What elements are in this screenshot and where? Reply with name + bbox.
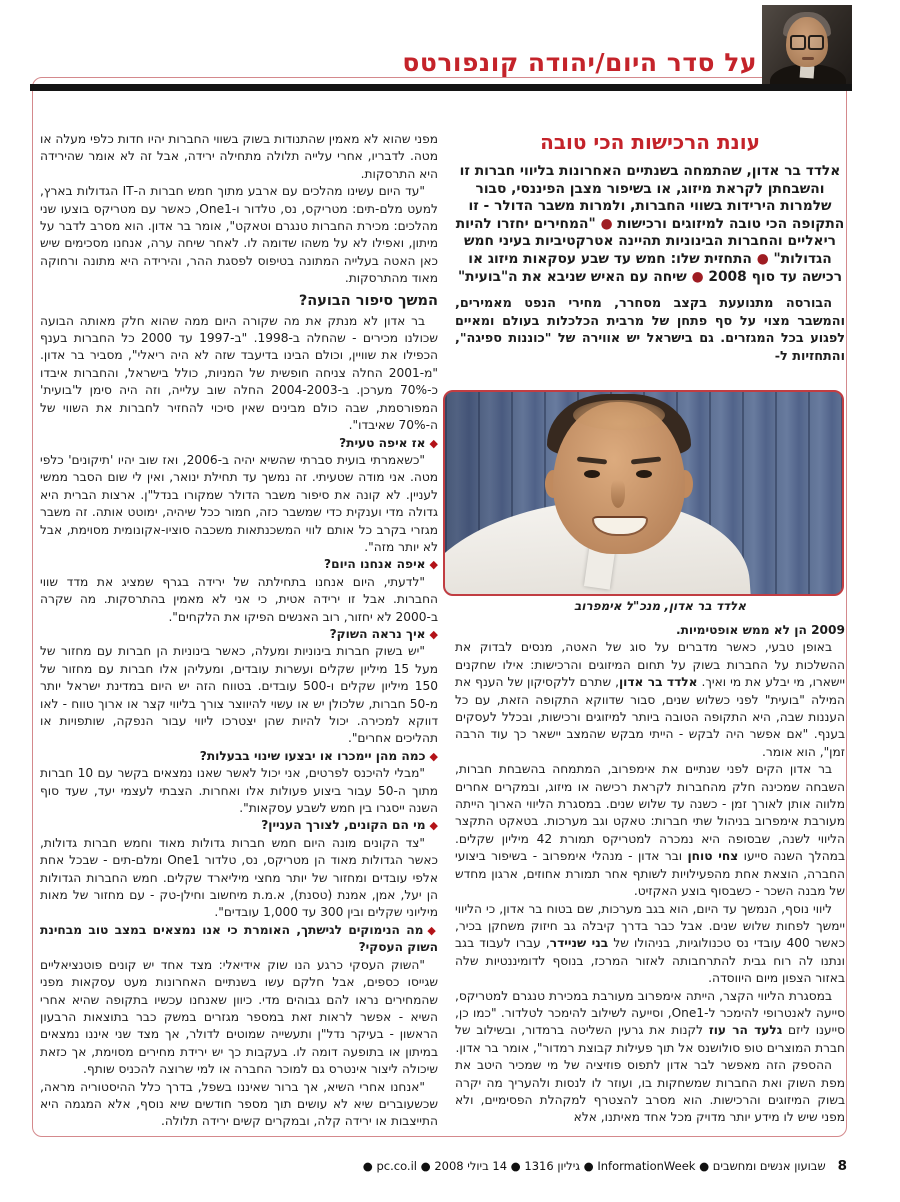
diamond-bullet-icon: ◆ (429, 558, 438, 572)
interview-question (40, 435, 438, 452)
paragraph (455, 1057, 845, 1127)
text-run: המשך סיפור הבועה? (298, 292, 438, 309)
page-number: 8 (837, 1158, 847, 1174)
text-run: 2009 הן לא ממש אופטימיות. (675, 623, 845, 637)
paragraph (455, 639, 845, 761)
paragraph (40, 452, 438, 556)
article-body-right-column (455, 622, 845, 1130)
diamond-bullet-icon: ◆ (429, 749, 438, 763)
footer-text: שבועון אנשים ומחשבים ● InformationWeek ● גיליון 1316 ● 14 ביולי 2008 ● pc.co.il ● (362, 1159, 826, 1173)
text-run: באופן טבעי, כאשר מדברים על סוג של האטה, מנסים לבדוק את ההשלכות על החברות בשוק על תחום המיזוגים והרכישות: אילו שחקנים יישארו, מי יבלע את מי ואיך. (455, 640, 845, 690)
text-run: איך נראה השוק? (329, 626, 426, 641)
interviewee-eye (584, 470, 600, 478)
paragraph (40, 1079, 438, 1131)
text-run: לקנות את גרעין השליטה ברמדור, ובשילוב של חברת המוצרים טופ סולושנס אל תוך פעילות קבוצת רמדור", אומר בר אדון. (455, 1023, 845, 1055)
diamond-bullet-icon: ◆ (427, 923, 438, 937)
column-header-title: על סדר היום/יהודה קונפורטס (402, 48, 757, 77)
interviewee-eye (636, 470, 652, 478)
paragraph (40, 131, 438, 183)
text-run: אז איפה טעית? (339, 435, 426, 450)
article-body-left-column (40, 131, 438, 1131)
text-run: בר אדון לא מנתק את מה שקורה היום ממה שהוא חלק מאותה הבועה שכולנו מכירים - שהחלה ב-1998. "ב-1997 עד 2000 כל החברות בענף הכפילו את שוויין, וכולם הבינו בדיעבד שזה לא היה ריאלי", מסביר בר אדון. "מ-2001 החלה צניחה חופשית של המניות, כולל בישראל, והחברות איבדו כ-70% מערכן. ב-2004-2003 החלה שוב עלייה, וזה היה סימן ל'בועית' המפורסמת, שבה כולם מבינים שאין סיכוי להחזיר לחברות את השווי של ה-70% שאיבדו". (40, 313, 438, 433)
interviewee-nose (611, 480, 625, 508)
interview-question (40, 748, 438, 765)
bullet-dot-icon: ● (600, 215, 613, 232)
text-run: במסגרת הליווי הקצר, הייתה אימפרוב מעורבת במכירת טנגרם למטריקס, סייעה לאנטרופי להימכר ל-One1, וסייעה לשילוב להימכר לטלדור. "כמו כן, סייענו ליזם (455, 988, 845, 1038)
diamond-bullet-icon: ◆ (429, 436, 438, 450)
text-run: "לדעתי, היום אנחנו בתחילתה של ירידה בגרף שמציג את מדד שווי החברות. אבל זו ירידה אטית, כי אני לא מאמין בהתרסקות. מה שקרה ב-2000 לא יחזור, רוב האנשים הפיקו את הלקחים". (40, 574, 438, 624)
paragraph (40, 313, 438, 435)
text-run: "המחירים יחזרו להיות ריאליים והחברות הבינוניות תהיינה אטרקטיביות בעיני חמש הגדולות" (455, 215, 836, 267)
article-title: עונת הרכישות הכי טובה (540, 130, 760, 154)
paragraph (455, 901, 845, 988)
text-run: גלעד הר עוז (708, 1023, 783, 1038)
article-intro: הבורסה מתנועעת בקצב מסחרר, מחירי הנפט מאמירים, והמשבר מצוי על סף פתחן של מרבית הכלכלות בעולם ומאיים לפגוע בכל המגזרים. גם בישראל יש אווירה של "כוננות ספיגה", והתחזיות ל- (455, 296, 845, 364)
text-run: ובר אדון - מנהלי אימפרוב - בשיפור ביצועי החברה, הוצאת אחת מהפעילויות לשותף אחר תמורת אחוזים, ארגון מחדש של מבנה השכר - כשבסוף בוצע האקזיט. (455, 849, 845, 899)
text-run: שיחה עם האיש שניבא את ה"בועית" (457, 268, 692, 285)
paragraph (455, 622, 845, 639)
paragraph (40, 183, 438, 287)
page-footer (363, 1158, 847, 1174)
interviewee-photo (443, 390, 844, 596)
paragraph (455, 988, 845, 1058)
bullet-dot-icon: ● (756, 250, 769, 267)
text-run: מפני שהוא לא מאמין שהתנודות בשוק בשווי החברות יהיו חדות כלפי מעלה או מטה. לדבריו, אחרי עלייה תלולה מתחילה ירידה, אבל זה לא אומר שהירידה היא התרסקות. (40, 132, 438, 181)
paragraph (40, 765, 438, 817)
text-run: בר אדון הקים לפני שנתיים את אימפרוב, המתמחה בהשבחת חברות, השבחה שמכינה חלק מהחברות לקראת רכישה או מיזוג, ובמקרים אחרים מלווה אותן לאורך זמן - כשנה עד שלוש שנים. במסגרת הליווי הארוך הייתה מעורבת אימפרוב בניהול שתי חברות: טאקט וגב מערכות. בטאקט התקצר הליווי לשנה, שבסופה היא נמכרה למטריקס תמורת 42 מיליון שקלים. במהלך השנה סייעו (455, 762, 845, 864)
text-run: "צד הקונים מונה היום חמש חברות גדולות מאוד וחמש חברות גדולות, כאשר הגדולות מאוד הן מטריקס, נס, טלדור One1 ומלם-תים - שבכל אחת אלפי עובדים ומחזור של יותר מחצי מיליארד שקלים. חמש החברות הגדולות הן יעל, אמן, אמנת (טסנת), א.מ.ת מיחשוב וחילן-טק - עם מחזור של מאות מיליוני שקלים ובין 300 עד 1,000 עובדים". (40, 835, 438, 920)
text-run: ההספק הזה מאפשר לבר אדון לתפוס פוזיציה של מי שמכיר היטב את מפת השוק ואת החברות שמשחקות בו, ועוזר לו לנסות ולהעריך מה יקרה בשוק המיזוגים והרכישות. הוא מסרב להצטרף למקהלת הפסימיים, ולא מפני שיש לו מידע יותר מדויק מכל אחד מאיתנו, אלא (455, 1058, 845, 1125)
text-run: "עד היום עשינו מהלכים עם ארבע מתוך חמש חברות ה-IT הגדולות בארץ, למעט מלם-תים: מטריקס, נס, טלדור ו-One1, כאשר עם מטריקס בוצעו שני מהלכים: מכירת החברות טנגרם וטאקט", אומר בר אדון. הוא מסרב לדבר על מיתון, ואפילו לא על משהו שדומה לו. לאחר שיחה ערה, אנחנו מסכימים שיש כאן האטה בעלייה המתונה בטיפוס לפסגת ההר, והירידה היא מתונה ורחוקה מאוד מהתרסקות. (40, 184, 438, 286)
diamond-bullet-icon: ◆ (429, 627, 438, 641)
text-run: , שתרם ללקסיקון של הענף את המילה "בועית" לפני כשלוש שנים, סבור שדווקא התקופה הזאת, עם כל העננות שבה, היא התקופה הטובה ביותר למיזוגים ורכישות, ובכלל לעסקים בענף. "אם אפשר היה לבקש - הייתי מבקש שהמצב יישאר כך עוד הרבה זמן", הוא אומר. (455, 675, 845, 759)
interview-question (40, 817, 438, 834)
photo-caption: אלדד בר אדון, מנכ"ל אימפרוב (574, 599, 746, 613)
text-run: איפה אנחנו היום? (324, 557, 426, 572)
text-run: אלדד בר אדון, שהתמחה בשנתיים האחרונות בליווי חברות זו והשבחתן לקראת מיזוג, או בשיפור מצבן הפיננסי, סבור שלמרות הירידות בשווי החברות, ולמרות משבר הדולר - זו התקופה הכי טובה למיזוגים ורכישות (459, 163, 845, 232)
bullet-dot-icon: ● (691, 268, 704, 285)
diamond-bullet-icon: ◆ (429, 819, 438, 833)
text-run: ליווי נוסף, הנמשך עד היום, הוא בגב מערכות, שם בטוח בר אדון, כי הליווי יימשך לפחות שלוש שנים. אבל כבר בדרך קיבלה גב חיזוק משחקן בכיר, כאשר 400 עובדי נס טכנולוגיות, בניהולו של (455, 901, 845, 951)
section-heading (40, 290, 438, 312)
text-run: מה הנימוקים לגישתך, האומרת כי אנו נמצאים במצב טוב מבחינת השוק העסקי? (40, 922, 438, 955)
header-rule (30, 84, 852, 91)
article-lead (455, 163, 845, 286)
interview-question (40, 626, 438, 643)
text-run: "אנחנו אחרי השיא, אך ברור שאיננו בשפל, בדרך כלל ההיסטוריה מראה, שכשעוברים שיא לא עושים תוך מספר חודשים שיא נוסף, אלא המגמה היא התייצבות או ירידה קלה, ובמקרים קשים ירידה תלולה. (40, 1079, 438, 1129)
paragraph (40, 574, 438, 626)
text-run: , עברו לעבוד בגב ונתנו לה רוח גבית להתרחבותה לאזור המרכז, בנוסף לדומיננטיות שלה באזור הצפון מיום היווסדה. (455, 936, 845, 986)
text-run: "השוק העסקי כרגע הנו שוק אידיאלי: מצד אחד יש קונים פוטנציאליים שגייסו כספים, אבל חלקם עשו בשנתיים האחרונות מעט עסקאות מפני שהמחירים נראו להם גבוהים מדי. כיוון שאנחנו עכשיו בתקופה שהיא אחרי השיא - אפשר לראות זאת במספר מגזרים במשק כבר בתוצאות הרבעון הראשון - בעיקר נדל"ן ותעשייה שמוטים לדולר, אך מצד שני איננו נמצאים במיתון או בתופעה דומה לו. בעקבות כך יש ירידת מחירים מסוימת, אך כזאת שיכולה ליצור אינטרס גם למוכר החברה או למי שרוצה להכניס שותף. (40, 957, 438, 1077)
paragraph (40, 643, 438, 747)
paragraph (455, 761, 845, 900)
interview-question (40, 922, 438, 957)
interview-question (40, 556, 438, 573)
text-run: אלדד בר אדון (618, 675, 698, 690)
text-run: כמה מהן יימכרו או יבצעו שינוי בבעלות? (199, 748, 426, 763)
glasses-icon (790, 35, 824, 47)
text-run: התחזית שלו: חמש עד שבע עסקאות מיזוג או רכישה עד סוף 2008 (468, 250, 843, 285)
text-run: צחי טוחן (687, 849, 739, 864)
text-run: מי הם הקונים, לצורך העניין? (261, 818, 426, 833)
text-run: בני שניידר (549, 936, 609, 951)
paragraph (40, 835, 438, 922)
text-run: "כשאמרתי בועית סברתי שהשיא יהיה ב-2006, ואז שוב יהיו 'תיקונים' כלפי מטה. אני מודה שטעיתי. זה נמשך עד תחילת ינואר, ואין לי שום הסבר ממשי לעניין. לא קונה את סיפור משבר הדולר שמקורו בנדל"ן. ארצות הברית היא גדולה מדי וענקית כדי שמשבר כזה, חמור ככל שיהיה, ימוטט אותה. זה משבר מגזרי בקרב כל אותם לווי המשכנתאות משכבה סוציו-אקונומית מסוימת, אבל לא יותר מזה". (40, 452, 438, 554)
text-run: "מבלי להיכנס לפרטים, אני יכול לאשר שאנו נמצאים בקשר עם 10 חברות מתוך ה-50 עבור ביצוע פעולות אלו ואחרות. הצבתי לעצמי יעד, שעד סוף השנה ייסגרו בין חמש לשבע עסקאות". (40, 766, 438, 816)
text-run: "יש בשוק חברות בינוניות ומעלה, כאשר בינוניות הן חברות עם מחזור של מעל 15 מיליון שקלים ועשרות עובדים, ומעליהן אלו חברות עם מחזור של 150 מיליון שקלים ו-500 עובדים. בטווח הזה יש היום במדינת ישראל יותר מ-50 חברות, שלכולן יש או עשוי להיווצר צורך בליווי קצר או ארוך טווח - לאו דווקא למכירה. יכול להיות שהן יצטרכו ליווי עבור הנפקה, שותפויות או תהליכים אחרים". (40, 644, 438, 746)
columnist-photo (762, 5, 852, 84)
article-head (455, 130, 845, 366)
columnist-collar (800, 66, 815, 79)
interviewee-forehead (573, 400, 665, 430)
columnist-mouth (802, 57, 814, 60)
paragraph (40, 957, 438, 1079)
